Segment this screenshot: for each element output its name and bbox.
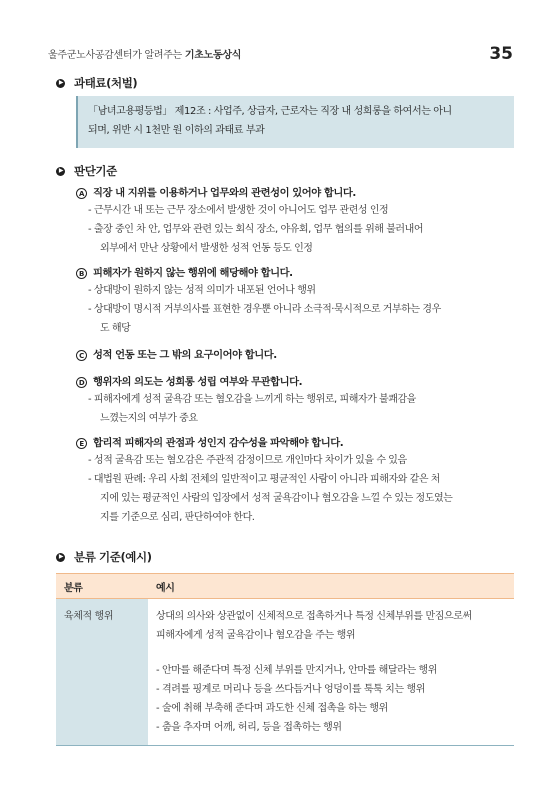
example-item: - 춤을 추자며 어깨, 허리, 등을 접촉하는 행위 — [156, 722, 342, 733]
page-number: 35 — [489, 44, 513, 64]
penalty-box — [76, 96, 514, 148]
circled-letter-e-icon: E — [76, 438, 87, 449]
circled-letter-c-icon: C — [76, 350, 87, 361]
classification-heading — [56, 549, 152, 565]
criterion-line: - 대법원 판례: 우리 사회 전체의 일반적이고 평균적인 사람이 아니라 피해자와 같은 처 — [88, 474, 440, 485]
classification-table — [56, 573, 514, 746]
circled-letter-b-icon: B — [76, 268, 87, 279]
criterion-line: 느꼈는지의 여부가 중요 — [100, 413, 198, 424]
criterion-line: - 상대방이 원하지 않는 성적 의미가 내포된 언어나 행위 — [88, 285, 316, 296]
penalty-line: 되며, 위반 시 1천만 원 이하의 과태료 부과 — [88, 125, 265, 136]
criterion-line: - 상대방이 명시적 거부의사를 표현한 경우뿐 아니라 소극적·묵시적으로 거부하는 경우 — [88, 304, 441, 315]
criterion-title: 직장 내 지위를 이용하거나 업무와의 관련성이 있어야 합니다. — [93, 187, 356, 199]
example-item: - 술에 취해 부축해 준다며 과도한 신체 접촉을 하는 행위 — [156, 703, 388, 714]
criterion-title: 행위자의 의도는 성희롱 성립 여부와 무관합니다. — [93, 376, 303, 388]
criterion-line: 지에 있는 평균적인 사람의 입장에서 성적 굴욕감이나 혐오감을 느낄 수 있는 정도였는 — [100, 493, 453, 504]
classification-heading-text: 분류 기준(예시) — [74, 550, 152, 564]
header-series: 울주군노사공감센터가 알려주는 — [48, 50, 182, 61]
arrow-bullet-icon: ▶ — [56, 79, 65, 88]
criteria-heading — [56, 163, 117, 179]
arrow-bullet-icon: ▶ — [56, 553, 65, 562]
column-header-example: 예시 — [148, 574, 514, 599]
criterion-line: - 근무시간 내 또는 근무 장소에서 발생한 것이 아니어도 업무 관련성 인정 — [88, 205, 389, 216]
criterion-d — [76, 374, 516, 428]
penalty-line: 「남녀고용평등법」 제12조 : 사업주, 상급자, 근로자는 직장 내 성희롱을 하여서는 아니 — [88, 106, 452, 117]
criterion-line: - 피해자에게 성적 굴욕감 또는 혐오감을 느끼게 하는 행위로, 피해자가 불쾌감을 — [88, 394, 416, 405]
example-desc-line: 피해자에게 성적 굴욕감이나 혐오감을 주는 행위 — [156, 630, 356, 641]
criterion-line: - 출장 중인 차 안, 업무와 관련 있는 회식 장소, 야유회, 업무 협의를 위해 불러내어 — [88, 224, 424, 235]
criterion-title: 피해자가 원하지 않는 행위에 해당해야 합니다. — [93, 267, 293, 279]
header-title: 기초노동상식 — [184, 50, 242, 61]
penalty-heading — [56, 75, 137, 91]
running-header — [48, 46, 241, 61]
column-header-category: 분류 — [56, 574, 148, 599]
criterion-title: 합리적 피해자의 관점과 성인지 감수성을 파악해야 합니다. — [93, 437, 344, 449]
criterion-c — [76, 347, 516, 363]
circled-letter-a-icon: A — [76, 188, 87, 199]
circled-letter-d-icon: D — [76, 377, 87, 388]
example-item: - 격려를 핑계로 머리나 등을 쓰다듬거나 엉덩이를 툭툭 치는 행위 — [156, 684, 425, 695]
criterion-title: 성적 언동 또는 그 밖의 요구이어야 합니다. — [93, 349, 277, 361]
criterion-line: 외부에서 만난 상황에서 발생한 성적 언동 등도 인정 — [100, 243, 313, 254]
example-desc-line: 상대의 의사와 상관없이 신체적으로 접촉하거나 특정 신체부위를 만짐으로써 — [156, 611, 472, 622]
criterion-b — [76, 265, 516, 338]
penalty-heading-text: 과태료(처벌) — [74, 76, 138, 90]
criteria-heading-text: 판단기준 — [74, 164, 117, 178]
criterion-line: 지를 기준으로 심리, 판단하여야 한다. — [100, 512, 255, 523]
example-cell — [148, 599, 514, 746]
example-item: - 안마를 해준다며 특정 신체 부위를 만지거나, 안마를 해달라는 행위 — [156, 665, 438, 676]
criterion-a — [76, 185, 516, 258]
criterion-e — [76, 435, 516, 527]
arrow-bullet-icon: ▶ — [56, 167, 65, 176]
table-row — [56, 599, 514, 746]
table-header-row — [56, 574, 514, 599]
criterion-line: 도 해당 — [100, 323, 131, 334]
category-cell: 육체적 행위 — [56, 599, 148, 746]
criterion-line: - 성적 굴욕감 또는 혐오감은 주관적 감정이므로 개인마다 차이가 있을 수 있음 — [88, 455, 407, 466]
